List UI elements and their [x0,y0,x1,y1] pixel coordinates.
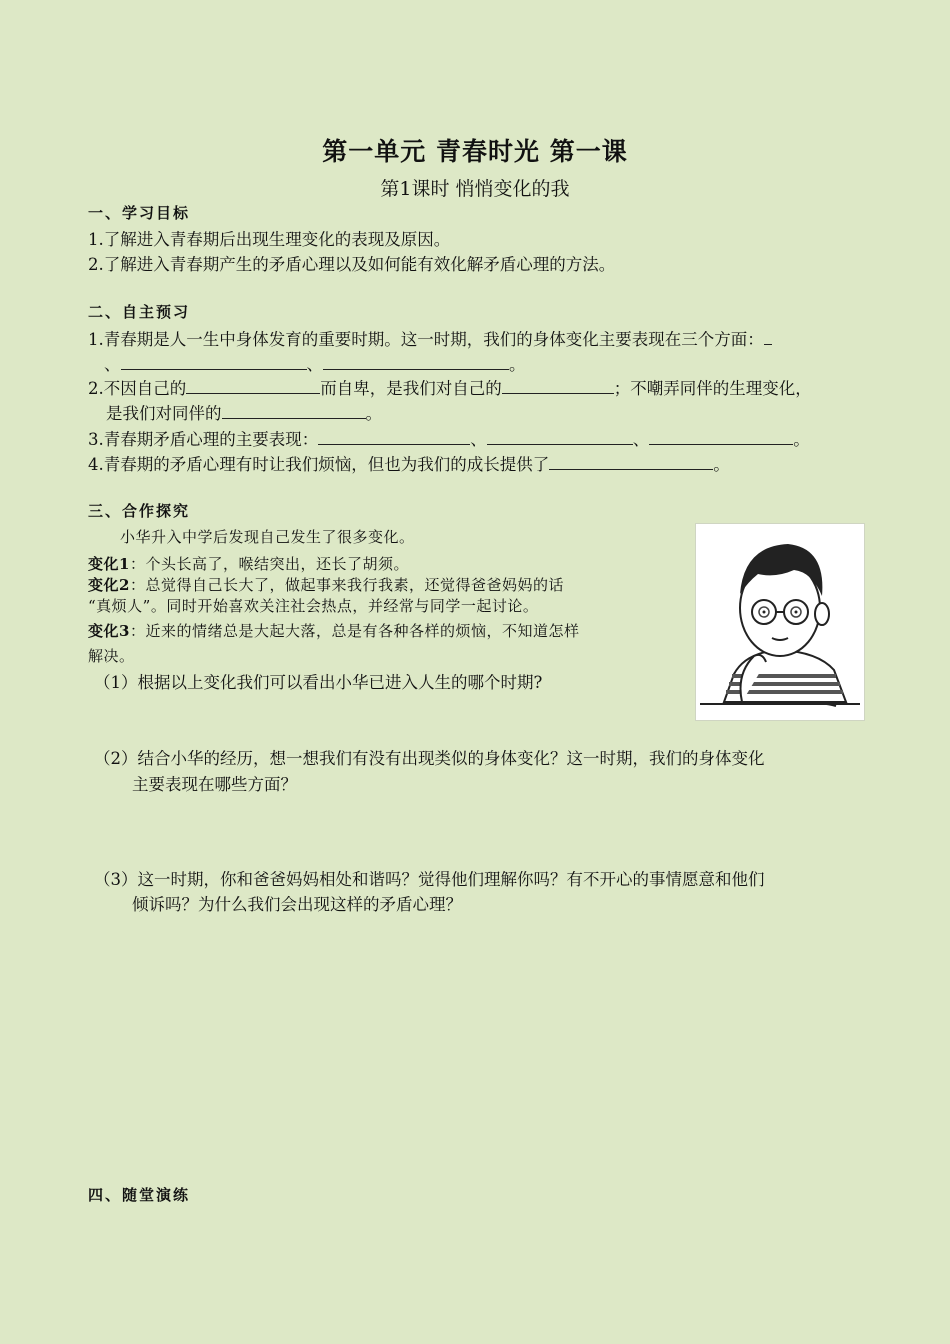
section-heading-explore: 三、合作探究 [88,502,191,520]
objective-item-2: 2.了解进入青春期产生的矛盾心理以及如何能有效化解矛盾心理的方法。 [88,255,616,274]
explore-question-2-cont: 主要表现在哪些方面？ [132,775,297,794]
explore-question-3: （3）这一时期，你和爸爸妈妈相处和谐吗？觉得他们理解你吗？有不开心的事情愿意和他们 [94,870,765,889]
preview-q1-text: 1.青春期是人一生中身体发育的重要时期。这一时期，我们的身体变化主要表现在三个方面： [88,330,764,349]
story-intro: 小华升入中学后发现自己发生了很多变化。 [120,528,415,546]
explore-question-2: （2）结合小华的经历，想一想我们有没有出现类似的身体变化？这一时期，我们的身体变化 [94,749,765,768]
page-title: 第一单元 青春时光 第一课 [322,137,628,166]
preview-question-2 [88,375,812,399]
change-2 [88,574,564,595]
end-mark: 。 [365,404,382,423]
preview-q4-text: 4.青春期的矛盾心理有时让我们烦恼，但也为我们的成长提供了 [88,455,550,474]
boy-thinking-image [696,524,864,720]
change-label: 变化1 [88,555,130,573]
answer-blank[interactable] [549,453,713,470]
preview-question-1 [88,326,772,350]
preview-q2-part-d: 是我们对同伴的 [106,404,222,423]
change-3-cont: 解决。 [88,647,135,665]
answer-blank[interactable] [649,428,793,445]
separator: 、 [470,430,487,449]
change-2-cont: “真烦人”。同时开始喜欢关注社会热点，并经常与同学一起讨论。 [88,597,539,615]
end-mark: 。 [793,430,810,449]
answer-blank[interactable] [222,402,366,419]
section-heading-preview: 二、自主预习 [88,303,191,321]
separator: 、 [104,355,121,374]
preview-q2-part-c: ；不嘲弄同伴的生理变化， [613,379,812,398]
objective-item-1: 1.了解进入青春期后出现生理变化的表现及原因。 [88,230,451,249]
end-mark: 。 [509,355,526,374]
answer-blank[interactable] [318,428,470,445]
change-text: ：总觉得自己长大了，做起事来我行我素，还觉得爸爸妈妈的话 [129,576,564,594]
end-mark: 。 [713,455,730,474]
preview-question-1-cont [104,351,526,375]
answer-blank[interactable] [487,428,633,445]
explore-question-3-cont: 倾诉吗？为什么我们会出现这样的矛盾心理？ [132,895,462,914]
preview-q2-part-b: 而自卑，是我们对自己的 [320,379,502,398]
answer-blank[interactable] [323,353,509,370]
preview-q2-part-a: 2.不因自己的 [88,379,187,398]
answer-blank[interactable] [764,328,772,345]
preview-question-2-cont [106,400,382,424]
separator: 、 [306,355,323,374]
change-text: ：近来的情绪总是大起大落，总是有各种各样的烦恼，不知道怎样 [129,622,580,640]
boy-illustration [695,523,865,721]
change-1 [88,553,409,574]
change-3 [88,620,579,641]
explore-question-1: （1）根据以上变化我们可以看出小华已进入人生的哪个时期? [94,673,543,692]
preview-question-3 [88,426,810,450]
lesson-subtitle: 第1课时 悄悄变化的我 [380,178,570,200]
section-heading-practice: 四、随堂演练 [88,1186,191,1204]
answer-blank[interactable] [502,377,614,394]
section-heading-objectives: 一、学习目标 [88,204,191,222]
preview-q3-text: 3.青春期矛盾心理的主要表现： [88,430,319,449]
change-label: 变化2 [88,576,130,594]
preview-question-4 [88,451,730,475]
answer-blank[interactable] [186,377,320,394]
separator: 、 [632,430,650,449]
answer-blank[interactable] [121,353,307,370]
change-label: 变化3 [88,622,130,640]
change-text: ：个头长高了，喉结突出，还长了胡须。 [129,555,409,573]
